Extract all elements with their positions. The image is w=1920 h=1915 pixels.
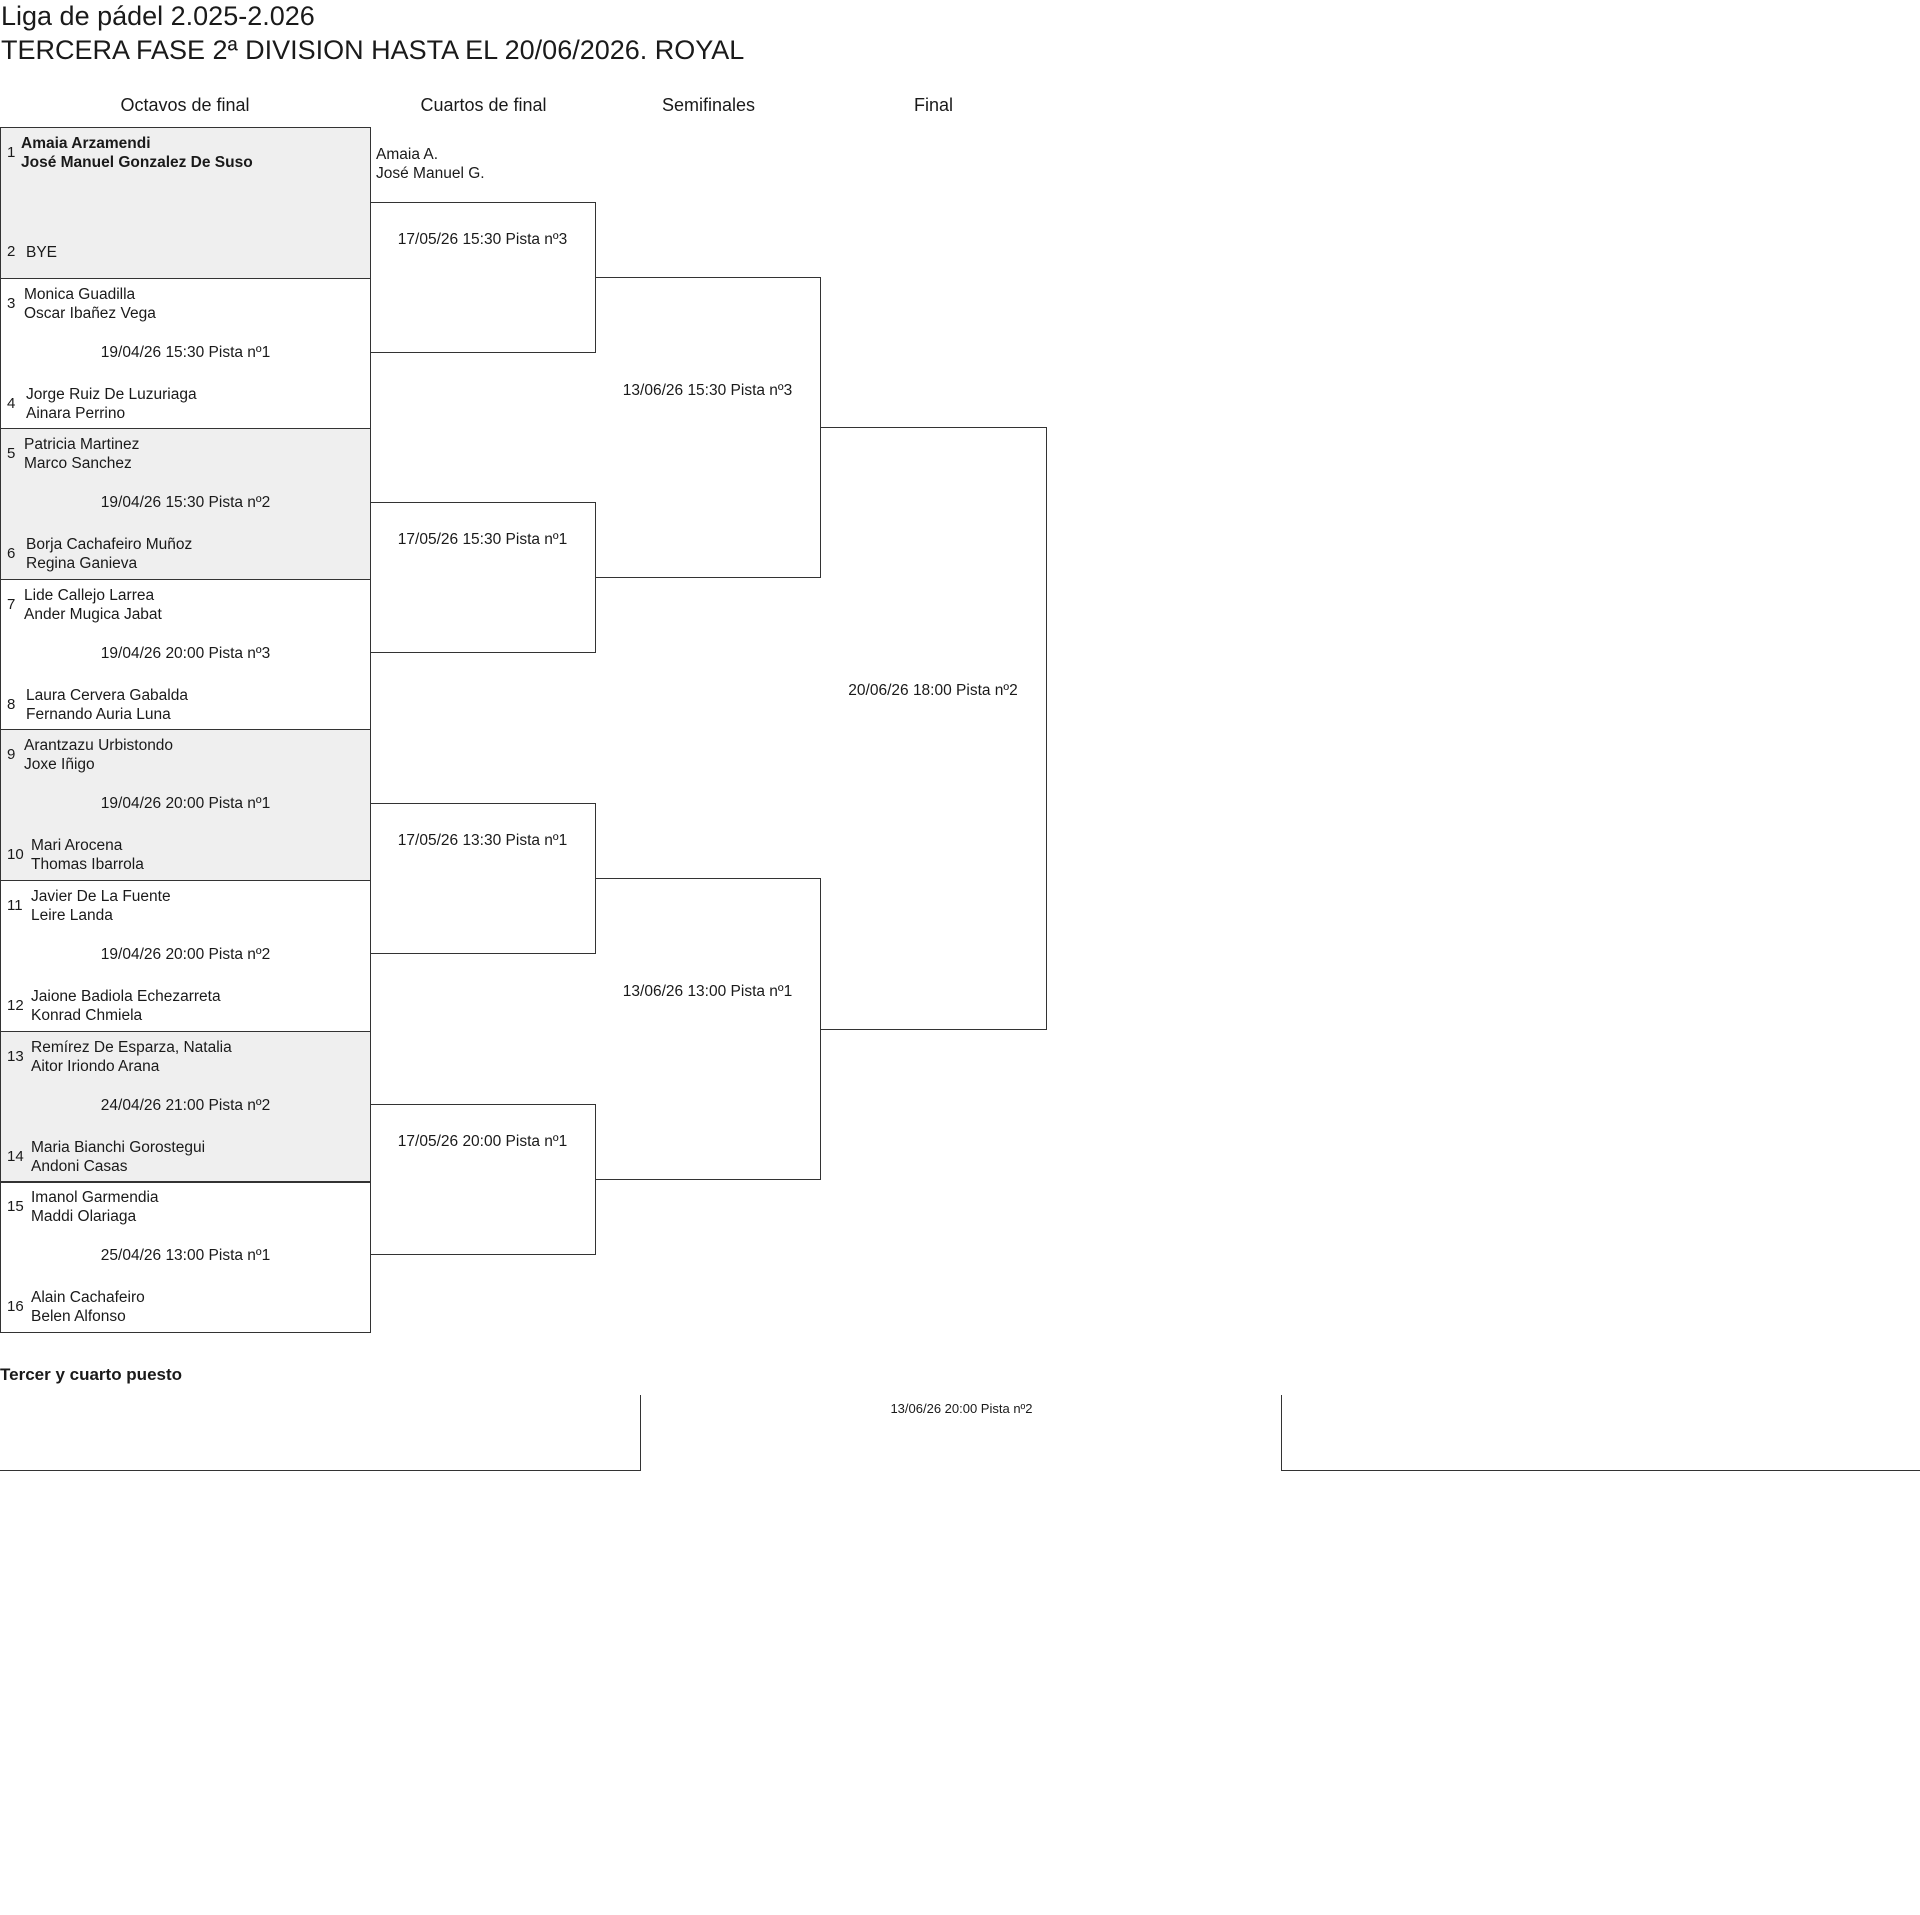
team-top xyxy=(24,736,173,774)
final-match xyxy=(820,427,1047,1030)
final-schedule: 20/06/26 18:00 Pista nº2 xyxy=(848,682,1018,699)
octavos-match-5 xyxy=(0,729,371,881)
seed-number: 5 xyxy=(7,445,16,462)
match-schedule: 19/04/26 20:00 Pista nº1 xyxy=(100,795,271,812)
cuartos-advanced-pair: Amaia A. José Manuel G. xyxy=(376,146,485,182)
player-name: Jorge Ruiz De Luzuriaga xyxy=(26,386,197,403)
player-name: Mari Arocena xyxy=(31,837,123,854)
player-name: Alain Cachafeiro xyxy=(31,1289,145,1306)
player-name: Jaione Badiola Echezarreta xyxy=(31,988,221,1005)
third-place-left-slot xyxy=(0,1395,641,1471)
cuartos-match-2 xyxy=(370,502,596,653)
round-header-semifinales: Semifinales xyxy=(661,95,756,115)
team-bottom xyxy=(31,836,144,874)
seed-number: 8 xyxy=(7,696,16,713)
cuartos-schedule-2: 17/05/26 15:30 Pista nº1 xyxy=(397,531,568,548)
match-schedule: 19/04/26 20:00 Pista nº3 xyxy=(100,645,271,662)
third-place-title: Tercer y cuarto puesto xyxy=(0,1365,183,1384)
player-name: Lide Callejo Larrea xyxy=(24,587,155,604)
player-name: Marco Sanchez xyxy=(24,455,132,472)
team-top xyxy=(31,1038,232,1076)
seed-number: 2 xyxy=(7,243,16,260)
seed-number: 1 xyxy=(7,144,16,161)
octavos-match-7 xyxy=(0,1031,371,1183)
player-name: Thomas Ibarrola xyxy=(31,856,144,873)
semis-match-2 xyxy=(595,878,821,1180)
cuartos-schedule-1: 17/05/26 15:30 Pista nº3 xyxy=(397,231,568,248)
match-schedule: 19/04/26 20:00 Pista nº2 xyxy=(100,946,271,963)
seed-number: 13 xyxy=(7,1048,24,1065)
seed-number: 7 xyxy=(7,596,16,613)
team-top xyxy=(24,586,162,624)
player-name: Andoni Casas xyxy=(31,1158,128,1175)
player-name: Javier De La Fuente xyxy=(31,888,171,905)
seed-number: 12 xyxy=(7,997,24,1014)
player-name: Patricia Martinez xyxy=(24,436,140,453)
match-schedule: 25/04/26 13:00 Pista nº1 xyxy=(100,1247,271,1264)
octavos-match-4 xyxy=(0,579,371,731)
round-header-octavos: Octavos de final xyxy=(120,95,250,115)
octavos-match-2 xyxy=(0,278,371,430)
player-name: Laura Cervera Gabalda xyxy=(26,687,188,704)
cuartos-match-1 xyxy=(370,202,596,353)
match-schedule: 24/04/26 21:00 Pista nº2 xyxy=(100,1097,271,1114)
octavos-match-1 xyxy=(0,127,371,279)
page-subtitle: TERCERA FASE 2ª DIVISION HASTA EL 20/06/2026. ROYAL xyxy=(1,35,745,65)
third-place-right-slot xyxy=(1281,1395,1920,1471)
player-name: Fernando Auria Luna xyxy=(26,706,171,723)
octavos-match-6 xyxy=(0,880,371,1032)
player-name: Aitor Iriondo Arana xyxy=(31,1058,160,1075)
seed-number: 11 xyxy=(7,897,23,914)
player-name: Ainara Perrino xyxy=(26,405,126,422)
team-bottom xyxy=(26,686,188,724)
round-header-cuartos: Cuartos de final xyxy=(420,95,547,115)
player-name: Leire Landa xyxy=(31,907,113,924)
player-name: Ander Mugica Jabat xyxy=(24,606,162,623)
player-name: Maddi Olariaga xyxy=(31,1208,137,1225)
player-name: BYE xyxy=(26,244,58,261)
cuartos-schedule-4: 17/05/26 20:00 Pista nº1 xyxy=(397,1133,568,1150)
seed-number: 4 xyxy=(7,395,16,412)
player-name: Monica Guadilla xyxy=(24,286,136,303)
seed-number: 9 xyxy=(7,746,16,763)
player-name: Joxe Iñigo xyxy=(24,756,95,773)
page-title: Liga de pádel 2.025-2.026 xyxy=(1,1,315,31)
third-place-schedule: 13/06/26 20:00 Pista nº2 xyxy=(890,1401,1033,1416)
player-name: Amaia Arzamendi xyxy=(21,135,151,152)
seed-number: 14 xyxy=(7,1148,24,1165)
team-bottom xyxy=(26,243,57,262)
seed-number: 10 xyxy=(7,846,24,863)
semis-schedule-1: 13/06/26 15:30 Pista nº3 xyxy=(622,382,793,399)
semis-match-1 xyxy=(595,277,821,578)
seed-number: 15 xyxy=(7,1198,24,1215)
team-bottom xyxy=(26,535,192,573)
team-top xyxy=(24,435,139,473)
team-top xyxy=(24,285,156,323)
team-top xyxy=(31,1188,159,1226)
player-name: José Manuel Gonzalez De Suso xyxy=(21,154,253,171)
player-name: Regina Ganieva xyxy=(26,555,138,572)
team-bottom xyxy=(31,1288,145,1326)
match-schedule: 19/04/26 15:30 Pista nº1 xyxy=(100,344,271,361)
team-top xyxy=(21,134,253,172)
player-name: Remírez De Esparza, Natalia xyxy=(31,1039,232,1056)
seed-number: 16 xyxy=(7,1298,24,1315)
cuartos-match-4 xyxy=(370,1104,596,1255)
player-name: Arantzazu Urbistondo xyxy=(24,737,174,754)
round-header-final: Final xyxy=(913,95,953,115)
team-bottom xyxy=(31,1138,205,1176)
player-name: Borja Cachafeiro Muñoz xyxy=(26,536,193,553)
player-name: Konrad Chmiela xyxy=(31,1007,143,1024)
octavos-match-3 xyxy=(0,428,371,580)
cuartos-match-3 xyxy=(370,803,596,954)
seed-number: 6 xyxy=(7,545,16,562)
match-schedule: 19/04/26 15:30 Pista nº2 xyxy=(100,494,271,511)
octavos-match-8 xyxy=(0,1181,371,1333)
player-name: Belen Alfonso xyxy=(31,1308,126,1325)
semis-schedule-2: 13/06/26 13:00 Pista nº1 xyxy=(622,983,793,1000)
team-bottom xyxy=(31,987,221,1025)
player-name: Maria Bianchi Gorostegui xyxy=(31,1139,206,1156)
cuartos-schedule-3: 17/05/26 13:30 Pista nº1 xyxy=(397,832,568,849)
seed-number: 3 xyxy=(7,295,16,312)
team-bottom xyxy=(26,385,197,423)
player-name: Imanol Garmendia xyxy=(31,1189,159,1206)
player-name: Oscar Ibañez Vega xyxy=(24,305,156,322)
team-top xyxy=(31,887,171,925)
